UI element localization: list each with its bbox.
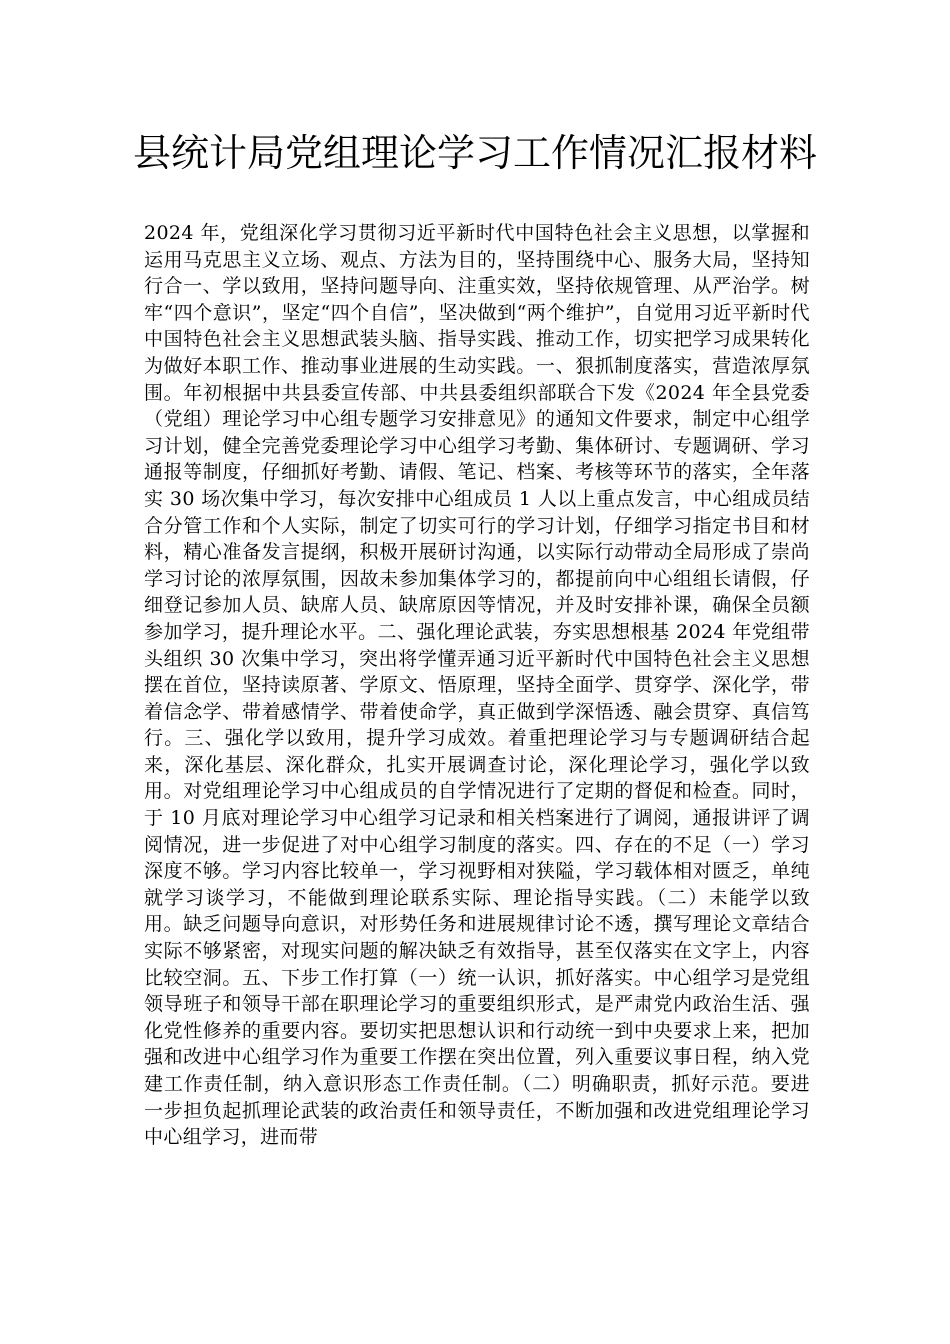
document-title: 县统计局党组理论学习工作情况汇报材料 bbox=[132, 131, 817, 175]
document-body: 2024 年，党组深化学习贯彻习近平新时代中国特色社会主义思想，以掌握和运用马克思主义立场、观点、方法为目的，坚持围绕中心、服务大局，坚持知行合一、学以致用，坚持问题导向、注重实效，坚持依规管理、从严治学。树牢“四个意识”，坚定“四个自信”，坚决做到“两个维护”，自觉用习近平新时代中国特色社会主义思想武装头脑、指导实践、推动工作，切实把学习成果转化为做好本职工作、推动事业进展的生动实践。一、狠抓制度落实，营造浓厚氛围。年初根据中共县委宣传部、中共县委组织部联合下发《2024 年全县党委（党组）理论学习中心组专题学习安排意见》的通知文件要求，制定中心组学习计划，健全完善党委理论学习中心组学习考勤、集体研讨、专题调研、学习通报等制度，仔细抓好考勤、请假、笔记、档案、考核等环节的落实，全年落实 30 场次集中学习，每次安排中心组成员 1 人以上重点发言，中心组成员结合分管工作和个人实际，制定了切实可行的学习计划，仔细学习指定书目和材料，精心准备发言提纲，积极开展研讨沟通，以实际行动带动全局形成了崇尚学习讨论的浓厚氛围，因故未参加集体学习的，都提前向中心组组长请假，仔细登记参加人员、缺席人员、缺席原因等情况，并及时安排补课，确保全员额参加学习，提升理论水平。二、强化理论武装，夯实思想根基 2024 年党组带头组织 30 次集中学习，突出将学懂弄通习近平新时代中国特色社会主义思想摆在首位，坚持读原著、学原文、悟原理，坚持全面学、贯穿学、深化学，带着信念学、带着感情学、带着使命学，真正做到学深悟透、融会贯穿、真信笃行。三、强化学以致用，提升学习成效。着重把理论学习与专题调研结合起来，深化基层、深化群众，扎实开展调查讨论，深化理论学习，强化学以致用。对党组理论学习中心组成员的自学情况进行了定期的督促和检查。同时，于 10 月底对理论学习中心组学习记录和相关档案进行了调阅，通报讲评了调阅情况，进一步促进了对中心组学习制度的落实。四、存在的不足（一）学习深度不够。学习内容比较单一，学习视野相对狭隘，学习载体相对匮乏，单纯就学习谈学习，不能做到理论联系实际、理论指导实践。（二）未能学以致用。缺乏问题导向意识，对形势任务和进展规律讨论不透，撰写理论文章结合实际不够紧密，对现实问题的解决缺乏有效指导，甚至仅落实在文字上，内容比较空洞。五、下步工作打算（一）统一认识，抓好落实。中心组学习是党组领导班子和领导干部在职理论学习的重要组织形式，是严肃党内政治生活、强化党性修养的重要内容。要切实把思想认识和行动统一到中央要求上来，把加强和改进中心组学习作为重要工作摆在突出位置，列入重要议事日程，纳入党建工作责任制，纳入意识形态工作责任制。（二）明确职责，抓好示范。要进一步担负起抓理论武装的政治责任和领导责任，不断加强和改进党组理论学习中心组学习，进而带 bbox=[144, 222, 810, 1149]
